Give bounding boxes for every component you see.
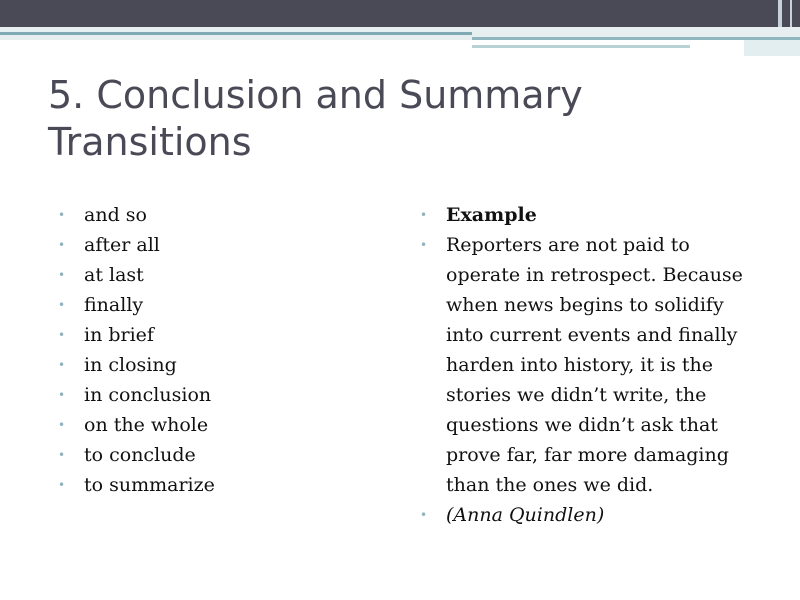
bullet-icon: •	[58, 208, 66, 222]
list-item	[58, 380, 215, 410]
list-item-text: finally	[84, 294, 144, 316]
header-decoration-box	[744, 40, 800, 56]
bullet-icon: •	[58, 238, 66, 252]
example-quote: Reporters are not paid to operate in retrospect. Because when news begins to solidify into current events and finally harden into history, it is the stories we didn’t write, the questions we didn’t ask that prove far, far more damaging than the ones we did.	[446, 234, 743, 496]
transition-words-list	[58, 200, 215, 500]
bullet-icon: •	[58, 478, 66, 492]
bullet-icon: •	[58, 298, 66, 312]
bullet-icon: •	[58, 448, 66, 462]
header-bar	[0, 0, 800, 27]
example-heading: Example	[446, 204, 537, 226]
list-item	[58, 350, 215, 380]
list-item-text: and so	[84, 204, 147, 226]
example-list	[420, 200, 760, 530]
bullet-icon: •	[58, 418, 66, 432]
list-item	[58, 230, 215, 260]
bullet-icon: •	[58, 328, 66, 342]
list-item	[58, 320, 215, 350]
example-author: (Anna Quindlen)	[446, 504, 605, 526]
list-item-text: after all	[84, 234, 160, 256]
header-stripe	[472, 45, 690, 48]
bullet-icon: •	[420, 238, 428, 252]
list-item-text: on the whole	[84, 414, 209, 436]
list-item	[58, 440, 215, 470]
bullet-icon: •	[58, 388, 66, 402]
title-line-1: 5. Conclusion and Summary	[48, 73, 583, 117]
bullet-icon: •	[420, 208, 428, 222]
example-heading-item	[420, 200, 760, 230]
list-item-text: in closing	[84, 354, 177, 376]
bullet-icon: •	[420, 508, 428, 522]
example-author-item	[420, 500, 760, 530]
list-item-text: in conclusion	[84, 384, 212, 406]
header-accent	[778, 0, 782, 27]
title-line-2: Transitions	[48, 120, 252, 164]
list-item-text: to summarize	[84, 474, 215, 496]
header-stripe	[0, 32, 472, 35]
bullet-icon: •	[58, 358, 66, 372]
header-accent	[790, 0, 792, 27]
list-item-text: to conclude	[84, 444, 196, 466]
example-quote-item	[420, 230, 760, 500]
list-item	[58, 290, 215, 320]
list-item	[58, 410, 215, 440]
list-item	[58, 260, 215, 290]
bullet-icon: •	[58, 268, 66, 282]
list-item	[58, 200, 215, 230]
page-title	[48, 72, 748, 166]
list-item	[58, 470, 215, 500]
list-item-text: at last	[84, 264, 144, 286]
list-item-text: in brief	[84, 324, 154, 346]
